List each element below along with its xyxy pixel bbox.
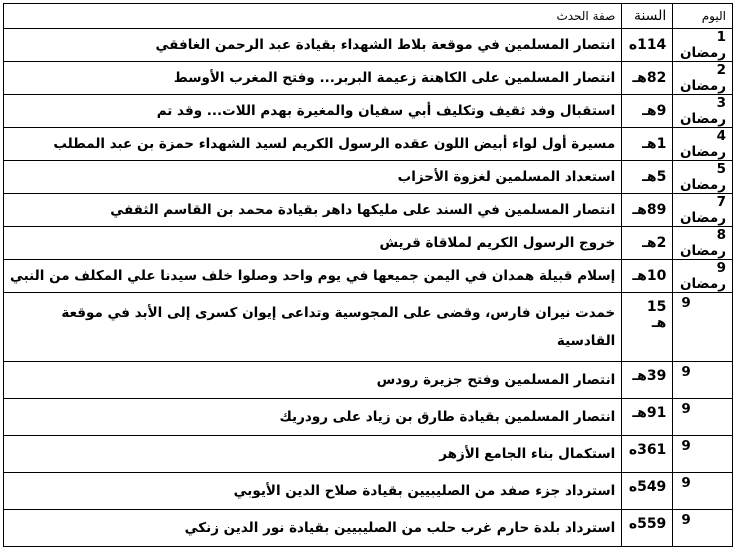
table-row [4,260,733,293]
day-cell: 3 رمضان [673,95,733,128]
table-row [4,510,733,547]
event-cell: انتصار المسلمين في السند على مليكها داهر بقيادة محمد بن القاسم الثقفي [4,194,622,227]
event-cell: استعداد المسلمين لغزوة الأحزاب [4,161,622,194]
year-cell: 549ه [622,473,673,510]
ramadan-events-table [3,3,733,547]
event-cell: انتصار المسلمين على الكاهنة زعيمة البربر... وفتح المغرب الأوسط [4,62,622,95]
year-column-header: السنة [622,4,673,29]
year-cell: 89هـ [622,194,673,227]
day-cell: 8 رمضان [673,227,733,260]
day-cell: 1 رمضان [673,29,733,62]
day-cell: 5 رمضان [673,161,733,194]
year-cell: 39هـ [622,362,673,399]
event-column-header: صفة الحدث [4,4,622,29]
table-row [4,473,733,510]
day-cell: 4 رمضان [673,128,733,161]
table-row [4,399,733,436]
year-cell: 361ه [622,436,673,473]
day-cell: 2 رمضان [673,62,733,95]
event-cell: انتصار المسلمين في موقعة بلاط الشهداء بقيادة عبد الرحمن الغافقي [4,29,622,62]
year-cell: 1هـ [622,128,673,161]
year-cell: 10هـ [622,260,673,293]
table-header-row [4,4,733,29]
year-cell: 82هـ [622,62,673,95]
event-cell: إسلام قبيلة همدان في اليمن جميعها في يوم واحد وصلوا خلف سيدنا علي المكلف من النبي [4,260,622,293]
table-row [4,161,733,194]
day-cell: 9 رمضان [673,260,733,293]
day-cell: 9 [673,293,733,362]
table-row [4,293,733,362]
year-cell: 9هـ [622,95,673,128]
event-cell: استرداد جزء صفد من الصليبيين بقيادة صلاح الدين الأيوبي [4,473,622,510]
year-cell: 5هـ [622,161,673,194]
event-cell: انتصار المسلمين بقيادة طارق بن زياد على رودريك [4,399,622,436]
year-cell: 15 هـ [622,293,673,362]
year-cell: 91هـ [622,399,673,436]
day-cell: 7 رمضان [673,194,733,227]
event-cell: مسيرة أول لواء أبيض اللون عقده الرسول الكريم لسيد الشهداء حمزة بن عبد المطلب [4,128,622,161]
day-column-header: اليوم [673,4,733,29]
day-cell: 9 [673,436,733,473]
day-cell: 9 [673,399,733,436]
table-row [4,362,733,399]
table-row [4,95,733,128]
event-cell: استكمال بناء الجامع الأزهر [4,436,622,473]
day-cell: 9 [673,362,733,399]
event-cell: استقبال وفد ثقيف وتكليف أبي سفيان والمغيرة بهدم اللات... وقد تم [4,95,622,128]
day-cell: 9 [673,473,733,510]
table-row [4,194,733,227]
year-cell: 114ه [622,29,673,62]
table-row [4,436,733,473]
table-row [4,29,733,62]
event-cell: خمدت نيران فارس، وقضى على المجوسية وتداعى إيوان كسرى إلى الأبد في موقعة القادسية [4,293,622,362]
table-row [4,62,733,95]
event-cell: انتصار المسلمين وفتح جزيرة رودس [4,362,622,399]
event-cell: خروج الرسول الكريم لملاقاة قريش [4,227,622,260]
table-row [4,227,733,260]
year-cell: 559ه [622,510,673,547]
table-row [4,128,733,161]
event-cell: استرداد بلدة حارم غرب حلب من الصليبيين بقيادة نور الدين زنكي [4,510,622,547]
day-cell: 9 [673,510,733,547]
year-cell: 2هـ [622,227,673,260]
